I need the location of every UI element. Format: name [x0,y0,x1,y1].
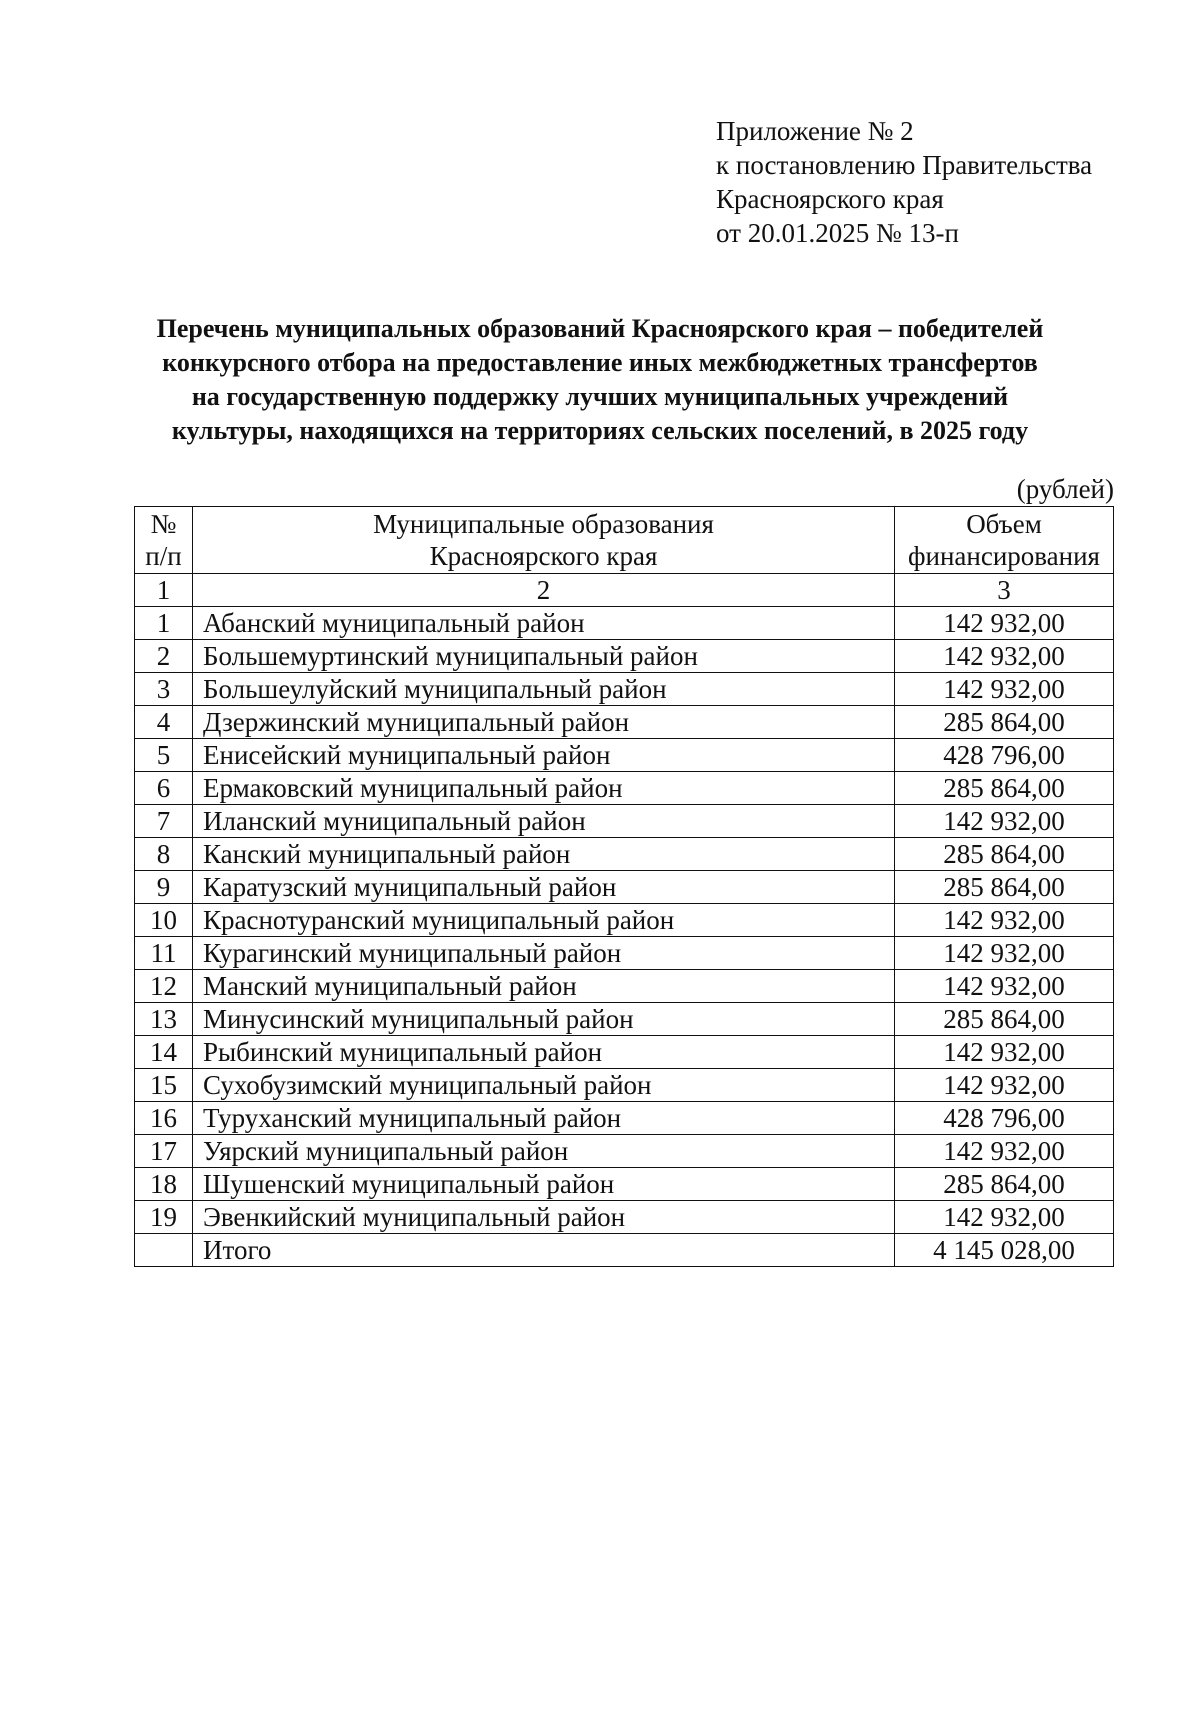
title-line-1: Перечень муниципальных образований Красноярского края – победителей [156,314,1044,343]
funding-amount: 285 864,00 [895,1168,1114,1201]
header-name-line-1: Муниципальные образования [373,509,714,539]
row-number: 11 [135,937,193,970]
municipality-name: Енисейский муниципальный район [193,739,895,772]
funding-amount: 285 864,00 [895,1003,1114,1036]
header-amount-line-2: финансирования [908,541,1100,571]
municipality-name: Канский муниципальный район [193,838,895,871]
column-number-3: 3 [895,574,1114,607]
municipality-name: Краснотуранский муниципальный район [193,904,895,937]
table-row [135,838,1114,871]
municipality-name: Эвенкийский муниципальный район [193,1201,895,1234]
row-number: 12 [135,970,193,1003]
table-row [135,772,1114,805]
municipality-name: Манский муниципальный район [193,970,895,1003]
funding-amount: 142 932,00 [895,805,1114,838]
funding-amount: 142 932,00 [895,1201,1114,1234]
total-row [135,1234,1114,1267]
row-number [135,1234,193,1267]
table-row [135,970,1114,1003]
table-row [135,673,1114,706]
table-row [135,1069,1114,1102]
row-number: 16 [135,1102,193,1135]
row-number: 14 [135,1036,193,1069]
funding-amount: 285 864,00 [895,838,1114,871]
appendix-reference [716,114,1092,250]
title-line-2: конкурсного отбора на предоставление иных межбюджетных трансфертов [162,348,1038,377]
municipality-name: Сухобузимский муниципальный район [193,1069,895,1102]
table-row [135,1102,1114,1135]
row-number: 17 [135,1135,193,1168]
table-row [135,805,1114,838]
currency-units: (рублей) [1016,474,1114,504]
municipality-name: Каратузский муниципальный район [193,871,895,904]
funding-amount: 142 932,00 [895,607,1114,640]
funding-amount: 142 932,00 [895,640,1114,673]
table-header-row [135,507,1114,574]
table-row [135,1135,1114,1168]
funding-amount: 142 932,00 [895,1135,1114,1168]
document-title [100,312,1100,448]
table-row [135,904,1114,937]
appendix-number: Приложение № 2 [716,116,914,146]
funding-amount: 142 932,00 [895,1036,1114,1069]
column-number-2: 2 [193,574,895,607]
row-number: 19 [135,1201,193,1234]
municipality-name: Дзержинский муниципальный район [193,706,895,739]
row-number: 9 [135,871,193,904]
table-row [135,871,1114,904]
title-line-3: на государственную поддержку лучших муниципальных учреждений [191,382,1009,411]
row-number: 5 [135,739,193,772]
row-number: 8 [135,838,193,871]
row-number: 18 [135,1168,193,1201]
row-number: 15 [135,1069,193,1102]
row-number: 7 [135,805,193,838]
funding-amount: 285 864,00 [895,772,1114,805]
header-name-cell [193,507,895,574]
column-number-1: 1 [135,574,193,607]
funding-amount: 142 932,00 [895,937,1114,970]
municipality-name: Курагинский муниципальный район [193,937,895,970]
appendix-resolution-line: к постановлению Правительства [716,150,1093,180]
row-number: 13 [135,1003,193,1036]
funding-amount: 142 932,00 [895,904,1114,937]
municipality-name: Большеулуйский муниципальный район [193,673,895,706]
municipality-name: Большемуртинский муниципальный район [193,640,895,673]
appendix-region-line: Красноярского края [716,184,944,214]
municipality-name: Ермаковский муниципальный район [193,772,895,805]
table-row [135,607,1114,640]
municipality-name: Шушенский муниципальный район [193,1168,895,1201]
header-number-cell [135,507,193,574]
header-number-symbol: № [150,509,177,539]
row-number: 10 [135,904,193,937]
header-number-abbrev: п/п [145,541,182,571]
row-number: 4 [135,706,193,739]
municipality-name: Итого [193,1234,895,1267]
funding-amount: 142 932,00 [895,1069,1114,1102]
table-row [135,1036,1114,1069]
header-amount-cell [895,507,1114,574]
funding-amount: 285 864,00 [895,871,1114,904]
municipality-name: Абанский муниципальный район [193,607,895,640]
table-row [135,1168,1114,1201]
table-row [135,739,1114,772]
table-row [135,1003,1114,1036]
municipality-name: Туруханский муниципальный район [193,1102,895,1135]
appendix-date-line: от 20.01.2025 № 13-п [716,218,959,248]
funding-amount: 428 796,00 [895,1102,1114,1135]
row-number: 6 [135,772,193,805]
funding-amount: 285 864,00 [895,706,1114,739]
row-number: 3 [135,673,193,706]
table-row [135,1201,1114,1234]
table-row [135,640,1114,673]
row-number: 1 [135,607,193,640]
funding-amount: 4 145 028,00 [895,1234,1114,1267]
municipality-name: Уярский муниципальный район [193,1135,895,1168]
title-line-4: культуры, находящихся на территориях сельских поселений, в 2025 году [171,416,1029,445]
funding-amount: 428 796,00 [895,739,1114,772]
municipality-name: Иланский муниципальный район [193,805,895,838]
funding-amount: 142 932,00 [895,970,1114,1003]
column-number-row [135,574,1114,607]
municipality-name: Минусинский муниципальный район [193,1003,895,1036]
table-row [135,706,1114,739]
header-name-line-2: Красноярского края [429,541,658,571]
municipality-name: Рыбинский муниципальный район [193,1036,895,1069]
funding-amount: 142 932,00 [895,673,1114,706]
funding-table-body [135,507,1114,1267]
row-number: 2 [135,640,193,673]
funding-table [134,506,1114,1267]
table-row [135,937,1114,970]
header-amount-line-1: Объем [966,509,1042,539]
